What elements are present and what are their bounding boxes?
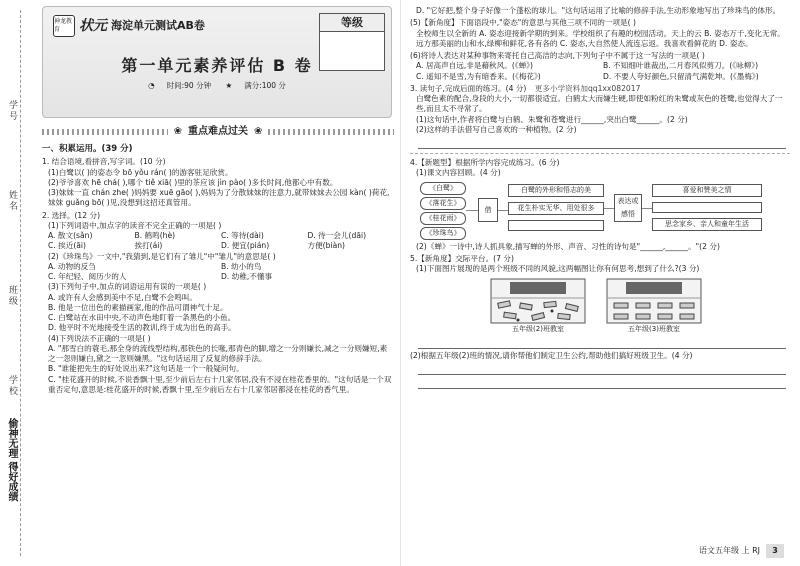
q2-1-options <box>42 241 394 251</box>
option[interactable]: B. 幼小的鸟 <box>221 261 262 271</box>
question-4: 4.【新题型】根据所学内容完成练习。(6 分) <box>410 158 560 167</box>
left-page <box>42 6 394 562</box>
option[interactable]: C. 白鹭站在水田中央,不动声色地盯着一条黑色的小鱼。 <box>48 313 236 323</box>
q1-line: (2)爷爷喜欢 hē chá( ),哪个 tiě xiā( )里的茶应该 jìn pào( )多长时间,他都心中有数。 <box>48 177 338 187</box>
q2-1-stem: (1)下列词语中,加点字的读音不完全正确的一项是( ) <box>48 220 222 230</box>
q5-1: (1)下面图片展现的是两个班级不同的风貌,这两幅图让你有何思考,想到了什么?(3 分) <box>416 264 700 273</box>
q3-2: (2)这样的手法借写自己喜欢的一种植物。(2 分) <box>416 124 577 134</box>
question-2: 2. 选择。(12 分) <box>42 210 101 220</box>
option[interactable]: A. 居高声自远,非是藉秋风。(《蝉》) <box>416 61 533 71</box>
score-icon: ★ <box>225 81 233 90</box>
banner-flower-icon: ❀ <box>254 126 263 138</box>
diagram-right-bottom[interactable]: 思念家乡、亲人和童年生活 <box>652 218 762 231</box>
section-title: 一、积累运用。(39 分) <box>42 144 133 154</box>
page-number: 3 <box>766 544 784 558</box>
diagram-right-top[interactable]: 喜爱和赞美之情 <box>652 184 762 197</box>
q3-stem: 3. 读句子,完成后面的练习。(4 分) <box>410 83 527 93</box>
binding-strip <box>0 0 40 566</box>
exam-score: 满分:100 分 <box>244 81 286 90</box>
binding-slogan: 偷神无理 得好成绩 <box>6 418 17 502</box>
footer-text: 语文五年级 上 RJ <box>698 545 760 555</box>
binding-name-label: 姓名 <box>7 190 17 212</box>
brand-series: 海淀单元测试AB卷 <box>111 18 205 32</box>
classroom-tidy-illustration <box>606 278 702 324</box>
option[interactable]: A. "那雪白的蓑毛,那全身的流线型结构,那铁色的长喙,那青色的脚,增之一分则嫌长,减之一分则嫌短,素之一忽则嫌白,黛之一忽则嫌黑。"这句话运用了反复的修辞手法。 <box>48 343 388 364</box>
exam-meta <box>43 81 391 91</box>
classroom-caption: 五年级(2)班教室 <box>512 325 564 334</box>
classroom-messy <box>490 278 586 334</box>
q2-6-options <box>410 72 790 82</box>
option[interactable]: C. "桂花盛开的时候,不说香飘十里,至少前后左右十几家邻居,没有不浸在桂花香里的。"这句话是一个双重否定句,意思是:桂花盛开的时候,香飘十里,至少前后左右十几家邻居都浸在桂花的香气里。 <box>48 374 392 394</box>
option[interactable]: C. 遥知不是雪,为有暗香来。(《梅花》) <box>416 71 541 81</box>
q2-4-stem: (4)下列说法不正确的一项是( ) <box>48 333 151 343</box>
diagram-mid-bottom[interactable]: 花生朴实无华、用处很多 <box>508 202 604 215</box>
q5-2: (2)根据五年级(2)班的情况,请你帮他们制定卫生公约,帮助他们搞好班级卫生。(4 分) <box>410 350 693 360</box>
question-1: 1. 结合语境,看拼音,写字词。(10 分) <box>42 157 166 167</box>
diagram-express: 表达或感悟 <box>614 194 642 222</box>
classroom-tidy <box>606 278 702 334</box>
option[interactable]: A. 散文(sǎn) <box>48 231 93 241</box>
clock-icon: ◔ <box>148 81 155 90</box>
option[interactable]: D. "它好把,整个身子好像一个蓬松的球儿。"这句话运用了比喻的修辞手法,生动形象地写出了珍珠鸟的体形。 <box>416 6 781 15</box>
option[interactable]: C. 等待(dài) <box>221 231 264 241</box>
diagram-work: 《落花生》 <box>420 197 466 210</box>
q2-3-stem: (3)下列句子中,加点的词语运用有误的一项是( ) <box>48 282 207 292</box>
option[interactable]: B. "谁能把先生的好处说出来?"这句话是一个一般疑问句。 <box>48 364 244 374</box>
option[interactable]: 挨打(ái) <box>134 241 163 251</box>
binding-school-label: 学校 <box>7 375 17 397</box>
q4-2: (2)《蝉》一诗中,诗人抓具象,描写蝉的外形、声音、习性的诗句是"______,______。"(2 分) <box>416 241 720 251</box>
exam-time: 时间:90 分钟 <box>166 81 212 90</box>
option[interactable]: A. 或许有人会感到美中不足,白鹭不会鸣叫。 <box>48 292 197 302</box>
q2-6-stem: (6)将诗人表达对某种事物来寄托自己高洁的志向,下列句子中不属于这一写法的一项是( ) <box>410 51 705 60</box>
option[interactable]: B. 他是一位出色的素描画家,他的作品可谓神气十足。 <box>48 302 228 312</box>
q2-5-passage: 全校师生以全新的 A. 姿态迎接新学期的到来。学校组织了有趣的校园活动。天上的云 B. 姿态万千,变化无常。远方那美丽的山和水,绿柳和鲜花,各有各的 C. 姿态,大自然使人流连忘返。我喜欢看鲜花的 D. 姿态。 <box>416 28 785 48</box>
diagram-work: 《白鹭》 <box>420 182 466 195</box>
q2-2-options <box>42 262 394 272</box>
content-diagram <box>420 182 790 242</box>
exam-header <box>42 6 392 118</box>
brand-logo-icon: 神龙教育 <box>53 15 75 37</box>
brand-script: 状元 <box>79 17 107 34</box>
option[interactable]: C. 挨近(āi) <box>48 241 87 251</box>
option[interactable]: D. 便宜(pián) <box>221 241 270 251</box>
option[interactable]: D. 他平时不光地接受生活的教训,终于成为出色的高手。 <box>48 323 236 333</box>
section-banner <box>42 124 394 140</box>
option[interactable]: D. 待一会儿(dāi) <box>307 231 367 241</box>
diagram-mid-top[interactable]: 白鹭的外形和悟志的美 <box>508 184 604 197</box>
exam-title: 第一单元素养评估 B 卷 <box>121 56 313 75</box>
option[interactable]: D. 不要人夸好颜色,只留清气满乾坤。(《墨梅》) <box>603 71 759 81</box>
answer-line[interactable] <box>418 137 786 149</box>
q2-2-options <box>42 272 394 282</box>
q2-6-options <box>410 61 790 71</box>
page-fold <box>400 0 401 566</box>
classroom-messy-illustration <box>490 278 586 324</box>
answer-line[interactable] <box>418 337 786 349</box>
page-footer <box>699 544 784 558</box>
binding-id-label: 学号 <box>7 100 17 122</box>
option[interactable]: C. 年纪轻、阅历少的人 <box>48 272 127 282</box>
q1-line: (1)白鹭以( )的姿态令 bō yǒu rán( )的游客驻足欣赏。 <box>48 167 233 177</box>
classroom-images <box>490 278 790 334</box>
diagram-work: 《珍珠鸟》 <box>420 227 466 240</box>
diagram-work: 《桂花雨》 <box>420 212 466 225</box>
binding-class-label: 班级 <box>7 285 17 307</box>
binding-dashed-line <box>20 10 21 556</box>
grade-label: 等级 <box>320 14 384 32</box>
option[interactable]: B. 鹤鸣(hè) <box>134 231 176 241</box>
q3-passage: 白鹭色素的配合,身段的大小,一切都很适宜。白鹤太大而嫌生硬,即使如粉红的朱鹭或灰色的苍鹭,也觉得大了一些,而且太不寻常了。 <box>416 94 783 114</box>
option[interactable]: B. 不知细叶谁裁出,二月春风似剪刀。(《咏柳》) <box>603 61 759 71</box>
diagram-blank[interactable] <box>652 202 762 213</box>
diagram-blank[interactable] <box>508 220 604 231</box>
option[interactable]: 方便(biàn) <box>307 241 346 251</box>
answer-line[interactable] <box>418 377 786 389</box>
q2-2-stem: (2)《珍珠鸟》一文中,"我猜到,是它们有了雏儿"中"雏儿"的意思是( ) <box>48 251 276 261</box>
answer-line[interactable] <box>418 363 786 375</box>
diagram-jie: 借 <box>478 198 498 222</box>
q1-line: (3)妹妹一直 chán zhe( )妈妈要 xuē gāo( ),妈妈为了分散妹妹的注意力,就带妹妹去公园 kàn( )荷花,妹妹 guǎng bō( )见,没想到这招还真管用。 <box>48 188 390 208</box>
classroom-caption: 五年级(3)班教室 <box>628 325 680 334</box>
banner-flower-icon: ❀ <box>173 126 182 138</box>
q3-hint: 更多小学资料加qq1xx082017 <box>534 83 641 93</box>
q4-1: (1)课文内容回顾。(4 分) <box>416 168 501 178</box>
option[interactable]: A. 动物的反刍 <box>48 261 96 271</box>
question-5: 5.【新角度】交际平台。(7 分) <box>410 253 514 263</box>
option[interactable]: D. 幼稚,不懂事 <box>221 272 273 282</box>
q2-5-stem: (5)【新角度】下面语段中,"姿态"的意思与其他三项不同的一项是( ) <box>410 18 636 28</box>
q2-1-options <box>42 231 394 241</box>
q3-1: (1)这句话中,作者将白鹭与白鹤、朱鹭和苍鹭进行______,突出白鹭______。(2 分) <box>416 114 688 124</box>
brand <box>53 15 205 37</box>
right-page <box>410 6 790 562</box>
banner-text: 重点难点过关 <box>188 126 248 138</box>
question-3 <box>410 84 790 94</box>
